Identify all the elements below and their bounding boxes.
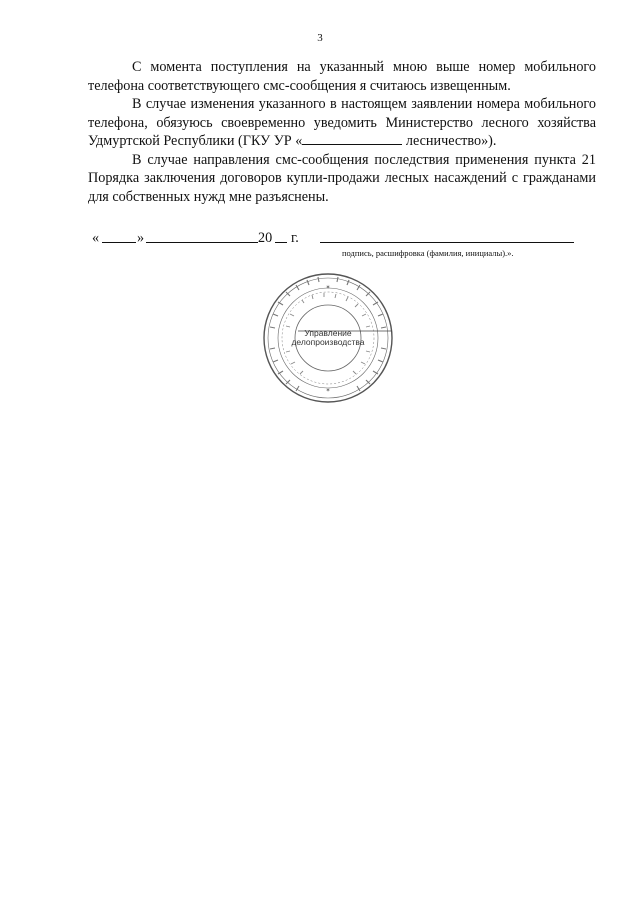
date-year-suffix: г. bbox=[291, 230, 299, 246]
seal-center-line-1: Управление bbox=[304, 328, 352, 338]
svg-text:✶: ✶ bbox=[325, 387, 331, 394]
paragraph-notification: С момента поступления на указанный мною выше номер мобильного телефона соответствующего смс-сообщения я считаюсь извещенным. bbox=[88, 59, 596, 94]
paragraph-consequences: В случае направления смс-сообщения последствия применения пункта 21 Порядка заключения договоров купли-продажи лесных насаждений с гражданами для собственных нужд мне разъяснены. bbox=[88, 151, 596, 205]
paragraph-phone-change-end: лесничество»). bbox=[405, 133, 497, 149]
document-body bbox=[88, 58, 596, 206]
official-seal-stamp bbox=[262, 272, 394, 404]
date-year-prefix: 20 bbox=[258, 230, 273, 246]
date-close-quote: » bbox=[137, 230, 145, 246]
signature-blank bbox=[320, 230, 574, 243]
paragraph-phone-change bbox=[88, 95, 596, 151]
page-number: 3 bbox=[317, 32, 323, 44]
svg-text:✶: ✶ bbox=[325, 284, 331, 291]
signature-caption: подпись, расшифровка (фамилия, инициалы).». bbox=[342, 248, 514, 258]
date-year-blank bbox=[275, 230, 287, 243]
date-day-blank bbox=[102, 230, 136, 243]
forestry-name-blank bbox=[302, 132, 402, 145]
date-signature-line bbox=[92, 230, 596, 250]
seal-center-line-2: делопроизводства bbox=[291, 337, 365, 347]
date-open-quote: « bbox=[92, 230, 100, 246]
date-month-blank bbox=[146, 230, 258, 243]
paragraph-phone-change-text: В случае изменения указанного в настоящем заявлении номера мобильного телефона, обязуюсь своевременно уведомить Министерство лесного хозяйства Удмуртской Республики (ГКУ УР « bbox=[88, 96, 596, 149]
